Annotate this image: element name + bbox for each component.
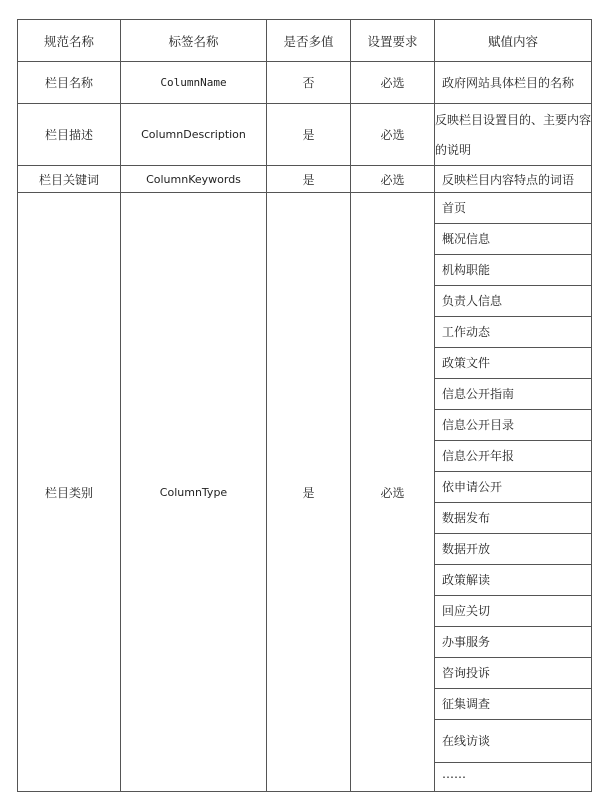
cell-multi-value: 是 [267, 104, 351, 166]
list-item: 信息公开指南 [435, 379, 591, 410]
table-row [18, 166, 592, 193]
header-requirement: 设置要求 [351, 20, 435, 62]
cell-content: 反映栏目设置目的、主要内容的说明 [435, 104, 592, 166]
cell-content-types [435, 193, 592, 792]
list-item: 数据开放 [435, 534, 591, 565]
cell-requirement: 必选 [351, 193, 435, 792]
list-item: 机构职能 [435, 255, 591, 286]
list-item: 回应关切 [435, 596, 591, 627]
header-row [18, 20, 592, 62]
list-item: 首页 [435, 193, 591, 224]
cell-content: 政府网站具体栏目的名称 [435, 62, 592, 104]
header-multi-value: 是否多值 [267, 20, 351, 62]
cell-tag-name: ColumnName [121, 62, 267, 104]
column-type-list [435, 193, 591, 791]
cell-spec-name: 栏目名称 [18, 62, 121, 104]
table-row [18, 62, 592, 104]
cell-requirement: 必选 [351, 62, 435, 104]
list-item: 信息公开目录 [435, 410, 591, 441]
list-item: 在线访谈 [435, 720, 591, 763]
cell-multi-value: 是 [267, 166, 351, 193]
cell-tag-name: ColumnType [121, 193, 267, 792]
cell-tag-name: ColumnDescription [121, 104, 267, 166]
list-item: 办事服务 [435, 627, 591, 658]
header-content: 赋值内容 [435, 20, 592, 62]
list-item: 工作动态 [435, 317, 591, 348]
cell-multi-value: 否 [267, 62, 351, 104]
cell-spec-name: 栏目关键词 [18, 166, 121, 193]
list-item: 信息公开年报 [435, 441, 591, 472]
list-item: 负责人信息 [435, 286, 591, 317]
spec-table [17, 19, 592, 792]
list-item: 咨询投诉 [435, 658, 591, 689]
list-item: 征集调查 [435, 689, 591, 720]
list-item: 政策文件 [435, 348, 591, 379]
cell-requirement: 必选 [351, 104, 435, 166]
header-spec-name: 规范名称 [18, 20, 121, 62]
cell-requirement: 必选 [351, 166, 435, 193]
cell-spec-name: 栏目类别 [18, 193, 121, 792]
list-item: 数据发布 [435, 503, 591, 534]
cell-multi-value: 是 [267, 193, 351, 792]
list-item: 政策解读 [435, 565, 591, 596]
cell-content: 反映栏目内容特点的词语 [435, 166, 592, 193]
header-tag-name: 标签名称 [121, 20, 267, 62]
table-row [18, 104, 592, 166]
cell-tag-name: ColumnKeywords [121, 166, 267, 193]
cell-spec-name: 栏目描述 [18, 104, 121, 166]
list-item: …… [442, 767, 466, 781]
table-row [18, 193, 592, 792]
list-item: 依申请公开 [435, 472, 591, 503]
list-item: 概况信息 [435, 224, 591, 255]
